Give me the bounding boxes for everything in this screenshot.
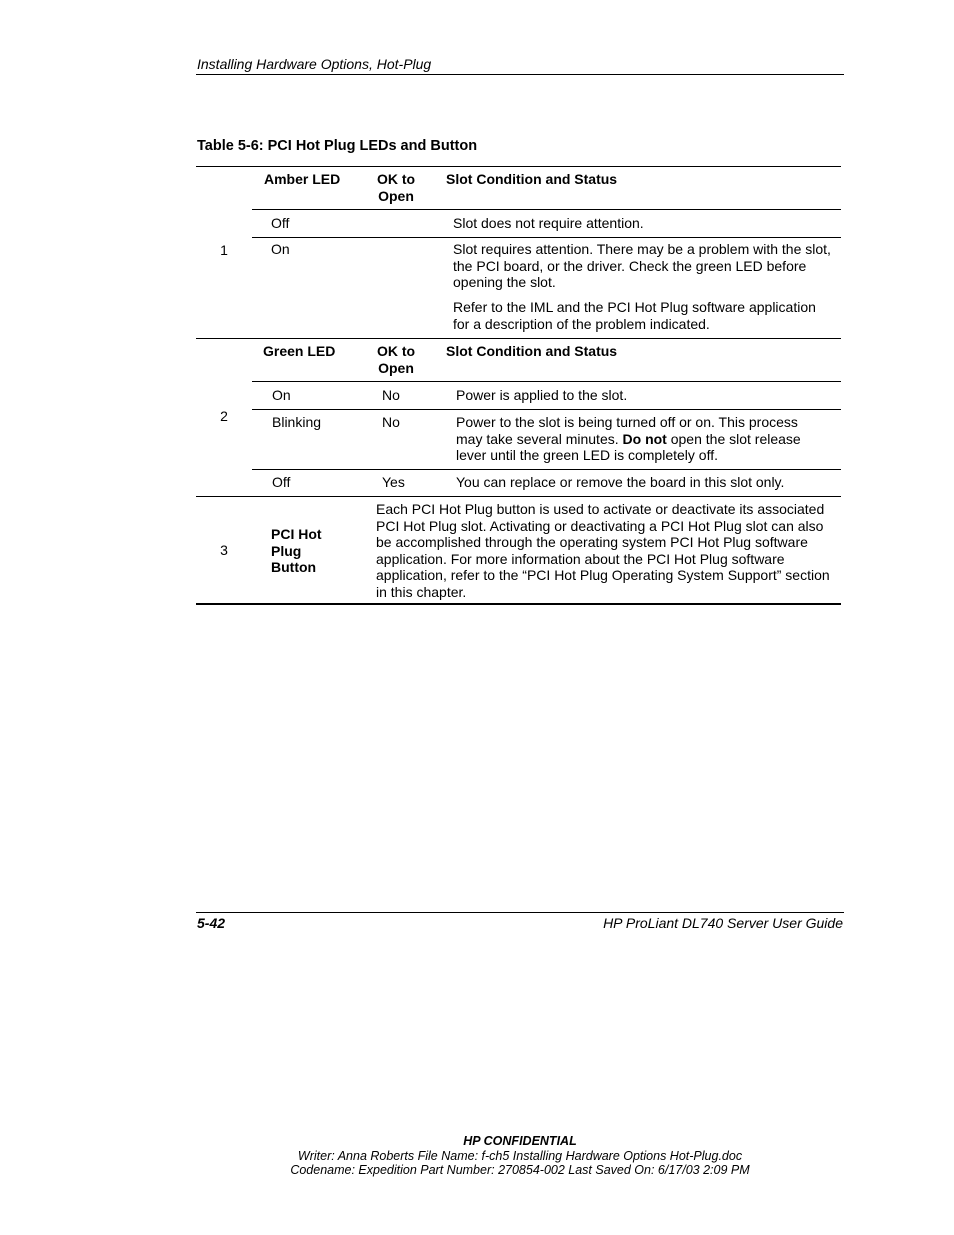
amber-on-status-note: Refer to the IML and the PCI Hot Plug software application for a description of the problem indicated. — [453, 299, 816, 332]
status-text: open the slot release lever until the green LED is completely off. — [456, 430, 801, 463]
row-rule — [252, 409, 841, 410]
section-divider — [196, 338, 841, 339]
green-off-ok: Yes — [382, 474, 405, 490]
green-blinking-ok: No — [382, 414, 400, 430]
section-number-2: 2 — [220, 408, 228, 424]
col-header-slot-condition: Slot Condition and Status — [446, 343, 618, 359]
green-on-status: Power is applied to the slot. — [456, 387, 628, 403]
footer-rule — [196, 912, 844, 913]
table-top-rule — [196, 166, 841, 167]
amber-led-off: Off — [271, 215, 290, 231]
green-led-blinking: Blinking — [272, 414, 322, 430]
running-header: Installing Hardware Options, Hot-Plug — [197, 56, 432, 72]
row-rule — [252, 469, 841, 470]
confidential-line-2: Codename: Expedition Part Number: 270854-002 Last Saved On: 6/17/03 2:09 PM — [290, 1163, 750, 1177]
green-led-on: On — [272, 387, 291, 403]
col-header-amber-led: Amber LED — [264, 171, 341, 187]
confidential-line-1: Writer: Anna Roberts File Name: f-ch5 Installing Hardware Options Hot-Plug.doc — [297, 1149, 743, 1163]
row-rule — [252, 237, 841, 238]
col-header-green-led: Green LED — [263, 343, 336, 359]
section-number-1: 1 — [220, 242, 228, 258]
guide-title: HP ProLiant DL740 Server User Guide — [603, 915, 843, 931]
amber-on-status: Slot requires attention. There may be a problem with the slot, the PCI board, or the driver. Check the green LED before opening the slot. — [453, 241, 831, 290]
confidential-label: HP CONFIDENTIAL — [463, 1134, 577, 1148]
table-bottom-rule — [196, 603, 841, 605]
table-caption: Table 5-6: PCI Hot Plug LEDs and Button — [197, 138, 478, 154]
status-text: Power to the slot is being turned off or on. This process may take several minutes. — [456, 414, 798, 447]
section2-header-rule — [252, 381, 841, 382]
amber-off-status: Slot does not require attention. — [453, 215, 644, 231]
amber-led-on: On — [271, 241, 290, 257]
do-not-emphasis: Do not — [622, 430, 667, 447]
pci-hot-plug-button-description: Each PCI Hot Plug button is used to activate or deactivate its associated PCI Hot Plug slot. Activating or deactivating a PCI Hot Plug slot can also be accomplished through the operating system PCI Hot Plug software application. For more information about the PCI Hot Plug software application, refer to the “PCI Hot Plug Operating System Support” section in this chapter. — [376, 501, 830, 600]
green-blinking-status — [456, 414, 816, 464]
col-header-ok-to-open: OK to Open — [376, 171, 416, 204]
header-rule — [196, 74, 844, 75]
green-led-off: Off — [272, 474, 291, 490]
green-off-status: You can replace or remove the board in this slot only. — [456, 474, 785, 490]
pci-hot-plug-button-label: PCI Hot Plug Button — [271, 526, 322, 575]
section-number-3: 3 — [220, 542, 228, 558]
green-on-ok: No — [382, 387, 400, 403]
page-number: 5-42 — [197, 915, 226, 931]
col-header-slot-condition: Slot Condition and Status — [446, 171, 618, 187]
section1-header-rule — [252, 209, 841, 210]
section-divider — [196, 496, 841, 497]
col-header-ok-to-open: OK to Open — [376, 343, 416, 376]
